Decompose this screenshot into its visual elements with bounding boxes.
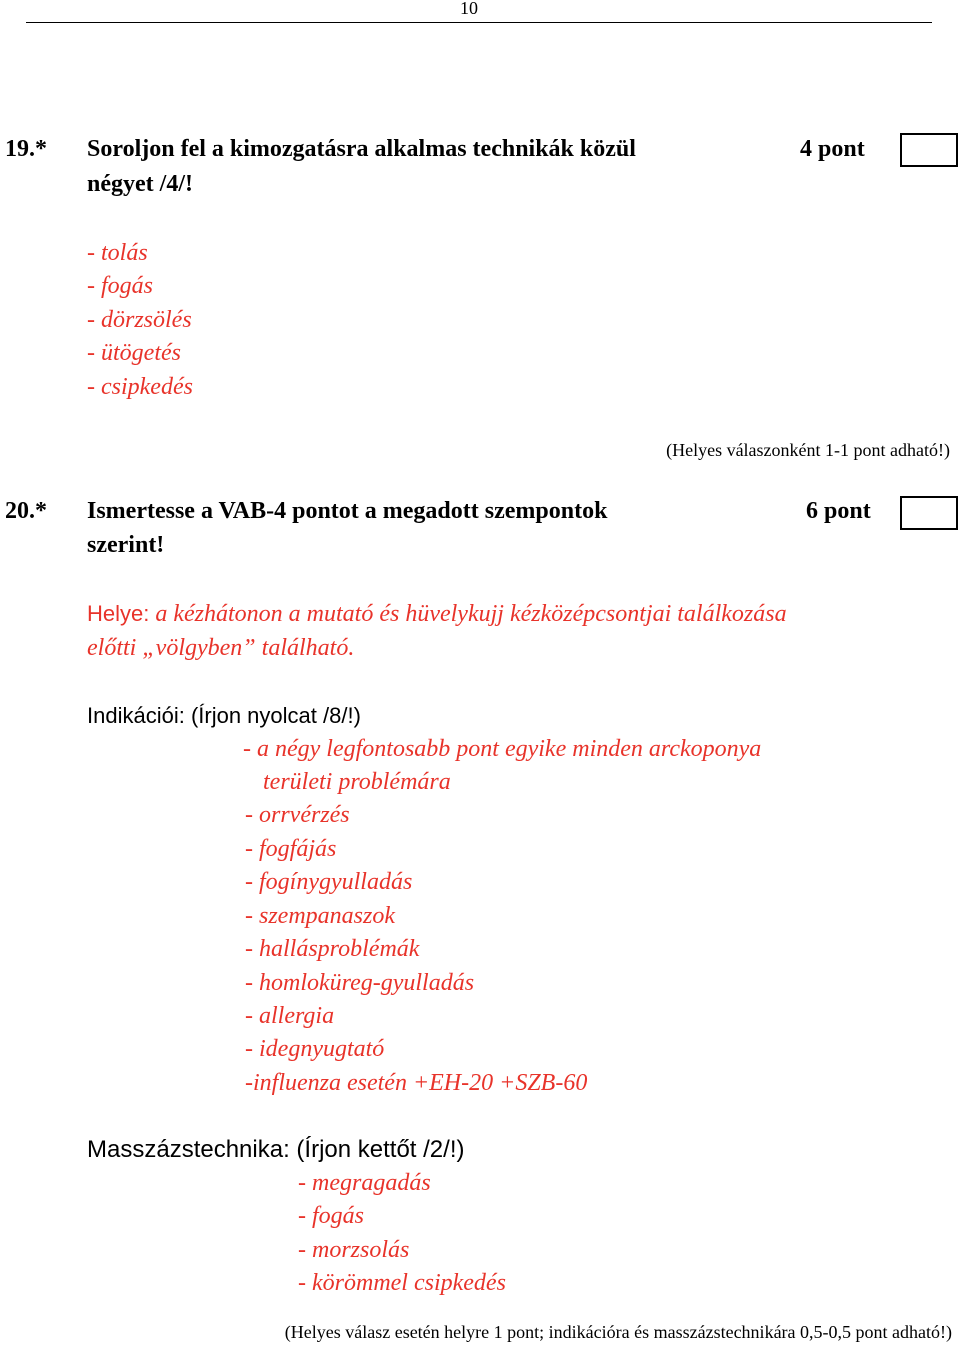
q20-scoring-note: (Helyes válasz esetén helyre 1 pont; indikációra és masszázstechnikára 0,5-0,5 pont adható!)	[284, 1322, 952, 1342]
indication-6: - szempanaszok	[245, 903, 395, 929]
q19-scoring-note: (Helyes válaszonként 1-1 pont adható!)	[666, 440, 950, 460]
q19-text-line2: négyet /4/!	[87, 171, 193, 197]
q20-number: 20.*	[5, 498, 47, 524]
indications-label: Indikációi: (Írjon nyolcat /8/!)	[87, 703, 361, 728]
indication-10: - idegnyugtató	[245, 1036, 385, 1062]
q19-answer-5: - csipkedés	[87, 374, 193, 400]
location-line1: a kézhátonon a mutató és hüvelykujj kézközépcsontjai találkozása	[155, 601, 787, 627]
indication-3: - orrvérzés	[245, 802, 350, 828]
indication-1: - a négy legfontosabb pont egyike minden arckoponya	[243, 736, 762, 762]
q19-number: 19.*	[5, 136, 47, 162]
indication-9: - allergia	[245, 1003, 335, 1029]
q20-text-line2: szerint!	[87, 532, 165, 558]
q19-answer-2: - fogás	[87, 273, 153, 299]
page-number: 10	[460, 0, 478, 18]
indication-4: - fogfájás	[245, 836, 337, 862]
massage-label: Masszázstechnika: (Írjon kettőt /2/!)	[87, 1136, 465, 1163]
massage-2: - fogás	[298, 1203, 364, 1229]
indication-5: - fogínygyulladás	[245, 869, 413, 895]
indication-7: - hallásproblémák	[245, 936, 420, 962]
q20-points: 6 pont	[806, 498, 871, 524]
q19-answer-4: - ütögetés	[87, 340, 181, 366]
location-line2: előtti „völgyben” található.	[87, 635, 355, 661]
location-label: Helye:	[87, 601, 150, 626]
massage-3: - morzsolás	[298, 1237, 410, 1263]
q19-answer-3: - dörzsölés	[87, 307, 192, 333]
q19-text-line1: Soroljon fel a kimozgatásra alkalmas technikák közül	[87, 136, 636, 162]
q19-answer-1: - tolás	[87, 240, 148, 266]
q20-text-line1: Ismertesse a VAB-4 pontot a megadott szempontok	[87, 498, 608, 524]
indication-11: -influenza esetén +EH-20 +SZB-60	[245, 1070, 588, 1096]
q19-score-box[interactable]	[900, 133, 958, 167]
q19-points: 4 pont	[800, 136, 865, 162]
q20-score-box[interactable]	[900, 496, 958, 530]
header-rule	[26, 22, 932, 23]
massage-1: - megragadás	[298, 1170, 431, 1196]
massage-4: - körömmel csipkedés	[298, 1270, 506, 1296]
indication-8: - homloküreg-gyulladás	[245, 970, 475, 996]
indication-2: területi problémára	[263, 769, 451, 795]
